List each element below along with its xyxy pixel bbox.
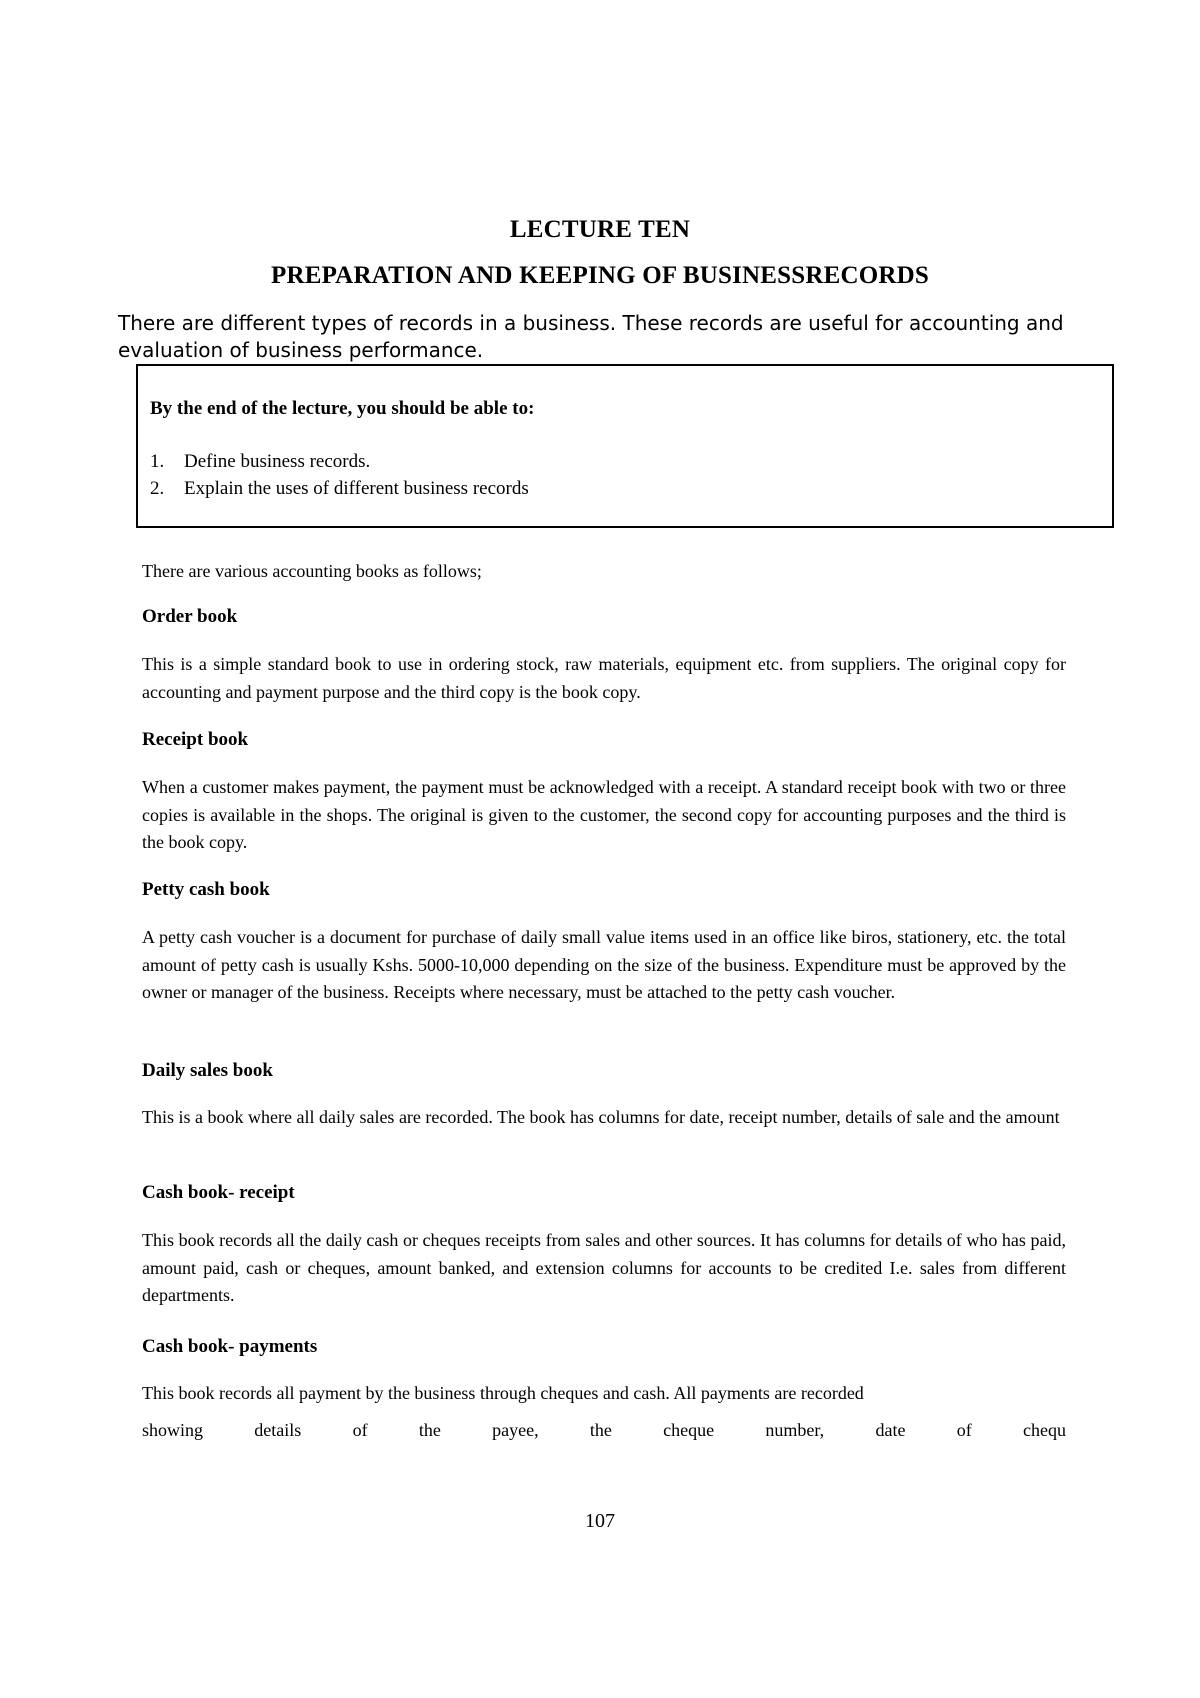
section-text-cash-book-payments: This book records all payment by the business through cheques and cash. All payments are recorded bbox=[142, 1383, 864, 1403]
last-line-word: number, bbox=[765, 1420, 825, 1440]
intro-paragraph: There are different types of records in a business. These records are useful for accounting and evaluation of business performance. bbox=[118, 311, 1064, 362]
learning-objectives-box bbox=[136, 364, 1114, 528]
last-line-word: showing bbox=[142, 1420, 204, 1440]
objective-number: 2. bbox=[150, 478, 165, 499]
section-text-daily-sales-book: This is a book where all daily sales are recorded. The book has columns for date, receipt number, details of sale and the amount bbox=[142, 1107, 1060, 1127]
section-text-cash-book-receipt: This book records all the daily cash or cheques receipts from sales and other sources. It has columns for details of who has paid, amount paid, cash or cheques, amount banked, and extension columns for accounts to be credited I.e. sales from different departments. bbox=[142, 1230, 1066, 1305]
objective-text: Define business records. bbox=[184, 451, 371, 472]
objective-item bbox=[150, 475, 529, 502]
section-text-order-book: This is a simple standard book to use in ordering stock, raw materials, equipment etc. from suppliers. The original copy for accounting and payment purpose and the third copy is the book copy. bbox=[142, 654, 1066, 702]
objective-number: 1. bbox=[150, 451, 165, 472]
objective-item bbox=[150, 448, 529, 475]
lecture-number-heading: LECTURE TEN bbox=[509, 216, 691, 243]
last-line-word: date bbox=[875, 1420, 906, 1440]
last-line-word: chequ bbox=[1023, 1420, 1066, 1440]
objectives-heading: By the end of the lecture, you should be able to: bbox=[150, 398, 535, 419]
last-line-word: details bbox=[254, 1420, 302, 1440]
last-line-word: payee, bbox=[492, 1420, 539, 1440]
last-line-word: of bbox=[956, 1420, 972, 1440]
section-heading-cash-book-receipt: Cash book- receipt bbox=[142, 1182, 295, 1203]
page-number: 107 bbox=[585, 1510, 615, 1532]
section-heading-petty-cash-book: Petty cash book bbox=[142, 879, 270, 900]
objective-text: Explain the uses of different business records bbox=[184, 478, 529, 499]
section-heading-daily-sales-book: Daily sales book bbox=[142, 1060, 273, 1081]
section-heading-cash-book-payments: Cash book- payments bbox=[142, 1336, 318, 1357]
section-text-receipt-book: When a customer makes payment, the payment must be acknowledged with a receipt. A standard receipt book with two or three copies is available in the shops. The original is given to the customer, the second copy for accounting purposes and the third is the book copy. bbox=[142, 777, 1066, 852]
last-line-word: cheque bbox=[663, 1420, 715, 1440]
section-text-petty-cash-book: A petty cash voucher is a document for purchase of daily small value items used in an office like biros, stationery, etc. the total amount of petty cash is usually Kshs. 5000-10,000 depending on the size of the business. Expenditure must be approved by the owner or manager of the business. Receipts where necessary, must be attached to the petty cash voucher. bbox=[142, 927, 1066, 1002]
last-line-word: of bbox=[352, 1420, 368, 1440]
page-title: PREPARATION AND KEEPING OF BUSINESSRECORDS bbox=[270, 262, 930, 289]
last-line-word: the bbox=[589, 1420, 612, 1440]
section-heading-receipt-book: Receipt book bbox=[142, 729, 249, 750]
section-text-cash-book-payments-continued bbox=[142, 1420, 1066, 1441]
last-line-word: the bbox=[418, 1420, 441, 1440]
lead-paragraph: There are various accounting books as follows; bbox=[142, 561, 482, 581]
objectives-list bbox=[150, 448, 529, 502]
section-heading-order-book: Order book bbox=[142, 606, 238, 627]
